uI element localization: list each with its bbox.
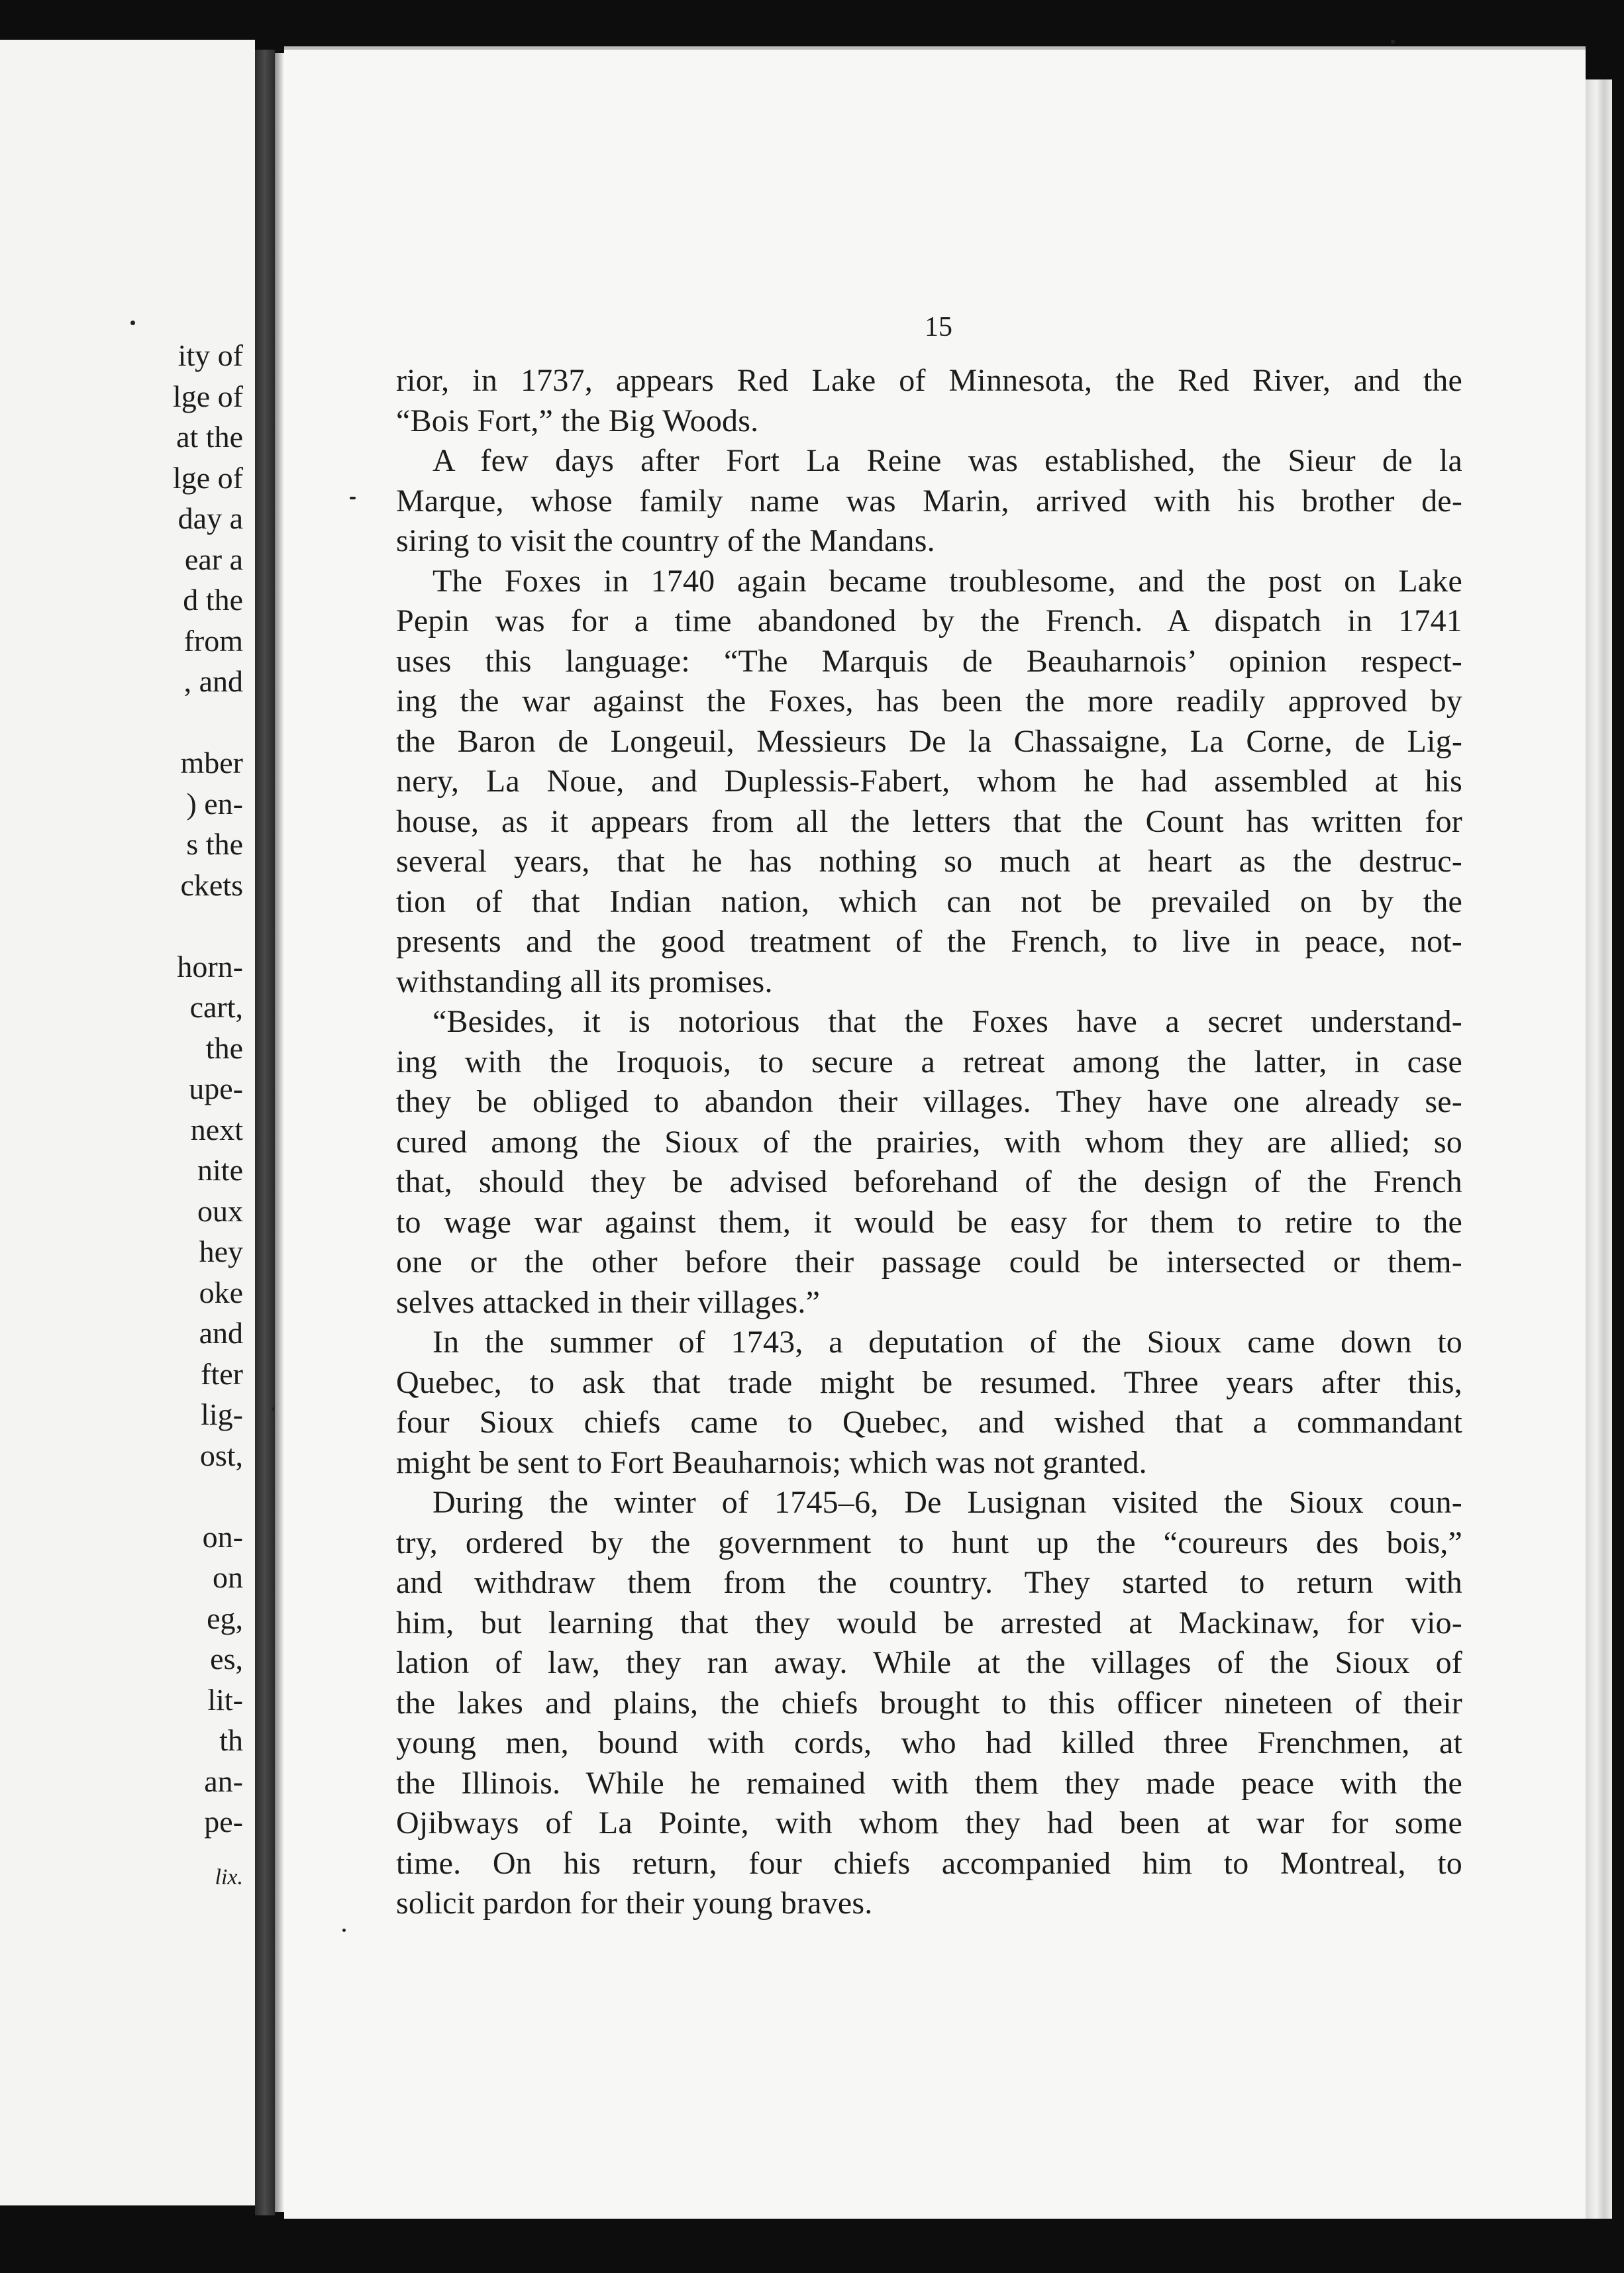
left-facing-page — [0, 40, 255, 2205]
text-line: siring to visit the country of the Mandans. — [396, 523, 935, 558]
left-page-line: next — [190, 1112, 243, 1146]
text-line: The Foxes in 1740 again became troublesome, and the post on Lake — [432, 563, 1462, 599]
left-page-line: from — [183, 623, 243, 658]
text-line: Ojibways of La Pointe, with whom they had been at war for some — [396, 1805, 1462, 1841]
text-line: that, should they be advised beforehand of the design of the French — [396, 1164, 1462, 1199]
left-page-line: the — [205, 1031, 243, 1065]
text-line: Quebec, to ask that trade might be resumed. Three years after this, — [396, 1364, 1462, 1400]
left-page-line: on- — [202, 1519, 243, 1554]
page-body-text — [396, 361, 1462, 1924]
text-line: Marque, whose family name was Marin, arrived with his brother de- — [396, 483, 1462, 519]
text-line: A few days after Fort La Reine was established, the Sieur de la — [432, 443, 1462, 478]
page-stack-edge — [1586, 79, 1612, 2219]
left-page-line: s the — [186, 827, 243, 861]
book-gutter — [255, 50, 275, 2215]
left-page-line: th — [219, 1723, 243, 1757]
text-line: ing the war against the Foxes, has been the more readily approved by — [396, 683, 1462, 719]
left-page-line: , and — [183, 664, 243, 698]
speck-mark — [350, 497, 356, 499]
text-line: and withdraw them from the country. They started to return with — [396, 1565, 1462, 1600]
left-page-italic-note: lix. — [215, 1865, 243, 1890]
text-line: ing with the Iroquois, to secure a retreat among the latter, in case — [396, 1044, 1462, 1080]
text-line: to wage war against them, it would be easy for them to retire to the — [396, 1204, 1462, 1240]
left-page-line: and — [199, 1316, 243, 1350]
text-line: the Illinois. While he remained with them they made peace with the — [396, 1765, 1462, 1801]
text-line: uses this language: “The Marquis de Beauharnois’ opinion respect- — [396, 643, 1462, 679]
text-line: several years, that he has nothing so much at heart as the destruc- — [396, 844, 1462, 879]
text-line: house, as it appears from all the letters that the Count has written for — [396, 803, 1462, 839]
left-page-line: day a — [178, 501, 243, 535]
left-page-line: mber — [180, 746, 243, 780]
text-line: “Besides, it is notorious that the Foxes have a secret understand- — [432, 1004, 1462, 1039]
text-line: During the winter of 1745–6, De Lusignan visited the Sioux coun- — [432, 1485, 1462, 1520]
text-line: try, ordered by the government to hunt up the “coureurs des bois,” — [396, 1525, 1462, 1560]
text-line: one or the other before their passage could be intersected or them- — [396, 1244, 1462, 1280]
left-page-line: lge of — [172, 460, 243, 495]
text-line: the Baron de Longeuil, Messieurs De la Chassaigne, La Corne, de Lig- — [396, 723, 1462, 759]
left-page-line: lig- — [201, 1397, 243, 1431]
left-page-line: at the — [176, 420, 243, 454]
left-page-line: lge of — [172, 379, 243, 413]
left-page-line: eg, — [207, 1601, 243, 1635]
text-line: nery, La Noue, and Duplessis-Fabert, whom he had assembled at his — [396, 764, 1462, 799]
text-line: “Bois Fort,” the Big Woods. — [396, 403, 759, 438]
text-line: tion of that Indian nation, which can not be prevailed on by the — [396, 884, 1462, 919]
left-page-line: fter — [201, 1356, 243, 1391]
left-page-line: pe- — [204, 1805, 243, 1839]
speck-mark — [1391, 40, 1395, 44]
text-line: four Sioux chiefs came to Quebec, and wished that a commandant — [396, 1405, 1462, 1440]
page-number: 15 — [925, 312, 952, 342]
text-line: might be sent to Fort Beauharnois; which was not granted. — [396, 1444, 1147, 1480]
text-line: presents and the good treatment of the French, to live in peace, not- — [396, 924, 1462, 959]
text-line: they be obliged to abandon their villages. They have one already se- — [396, 1084, 1462, 1119]
left-page-line: d the — [183, 583, 243, 617]
speck-mark — [342, 1929, 346, 1932]
left-page-line: oke — [199, 1275, 243, 1309]
left-page-line: es, — [210, 1642, 243, 1676]
left-page-line: ckets — [180, 868, 243, 902]
left-page-line: nite — [197, 1153, 243, 1187]
speck-mark — [130, 321, 135, 325]
left-page-line: on — [213, 1560, 243, 1594]
text-line: time. On his return, four chiefs accompanied him to Montreal, to — [396, 1845, 1462, 1881]
left-page-line: horn- — [177, 949, 243, 984]
left-page-line: cart, — [189, 990, 243, 1024]
left-page-line: hey — [199, 1235, 243, 1268]
text-line: solicit pardon for their young braves. — [396, 1886, 873, 1921]
left-page-line: an- — [204, 1764, 243, 1798]
left-page-line: oux — [197, 1193, 243, 1228]
text-line: In the summer of 1743, a deputation of the Sioux came down to — [432, 1325, 1462, 1360]
text-line: young men, bound with cords, who had killed three Frenchmen, at — [396, 1725, 1462, 1760]
left-page-line: upe- — [189, 1072, 243, 1105]
text-line: withstanding all its promises. — [396, 964, 773, 999]
left-page-line: lit- — [207, 1682, 243, 1717]
text-line: the lakes and plains, the chiefs brought to this officer nineteen of their — [396, 1685, 1462, 1721]
text-line: Pepin was for a time abandoned by the French. A dispatch in 1741 — [396, 603, 1462, 638]
text-line: him, but learning that they would be arrested at Mackinaw, for vio- — [396, 1605, 1462, 1641]
text-line: selves attacked in their villages.” — [396, 1284, 821, 1320]
speck-mark — [272, 1407, 275, 1411]
text-line: rior, in 1737, appears Red Lake of Minnesota, the Red River, and the — [396, 363, 1462, 398]
gutter-shadow — [275, 53, 284, 2212]
left-page-line: ear a — [184, 542, 243, 576]
text-line: lation of law, they ran away. While at the villages of the Sioux of — [396, 1645, 1462, 1680]
text-line: cured among the Sioux of the prairies, with whom they are allied; so — [396, 1124, 1462, 1160]
left-page-line: ) en- — [186, 786, 243, 821]
left-page-line: ity of — [178, 338, 243, 372]
left-page-line: ost, — [199, 1438, 243, 1472]
